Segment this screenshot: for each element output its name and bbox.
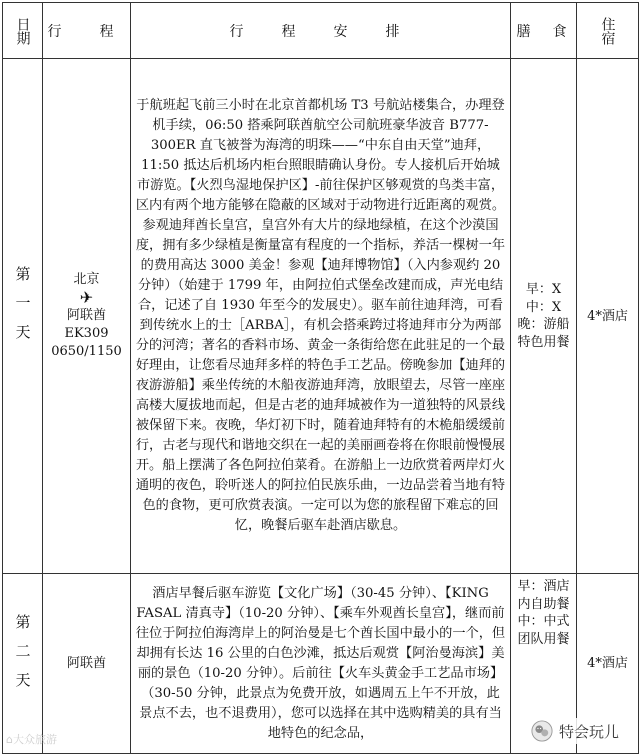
day-label-text: 第一天 (13, 266, 32, 353)
flight-number: EK309 (64, 326, 109, 341)
day-row (3, 59, 639, 574)
route-to: 阿联酋 (66, 308, 106, 323)
route-cell: 阿联酋 (43, 574, 131, 754)
header-plan: 行 程 安 排 (131, 3, 511, 59)
itinerary-table (2, 2, 639, 754)
header-date: 日期 (3, 3, 43, 59)
stay-text: 4*酒店 (577, 59, 639, 574)
stay-text: 4*酒店 (577, 574, 639, 754)
route-cell (43, 59, 131, 574)
day-label-text: 第二天 (13, 613, 32, 701)
plan-text: 酒店早餐后驱车游览【文化广场】（30-45 分钟）、【KING FASAL 清真寺】（10-20 分钟）、【乘车外观酋长皇宫】，继而前往位于阿拉伯海湾岸上的阿治曼是七个酋长国中最小的一个，但却拥有长达 16 公里的白色沙滩，抵达后观赏【阿治曼海滨】美丽的景色（10-20 分钟）。后前往【火车头黄金手工艺品市场】（30-50 分钟，此景点为免费开放，如遇周五上午不开放，此景点不去，也不退费用），您可以选择在其中选购精美的具有当地特色的纪念品， (131, 574, 511, 754)
plan-text: 于航班起飞前三小时在北京首都机场 T3 号航站楼集合，办理登机手续，06:50 搭乘阿联酋航空公司航班豪华波音 B777-300ER 直飞被誉为海湾的明珠——“中东自由天堂”迪拜，11:50 抵达后机场内柜台照眼睛确认身份。专人接机后开始城市游览。【火烈鸟湿地保护区】-前往保护区够观赏的鸟类丰富，区内有两个地方能够在隐蔽的区域对于动物进行近距离的观赏。参观迪拜酋长皇宫，皇宫外有大片的绿地绿植，在这个沙漠国度，拥有多少绿植是衡量富有程度的一个指标，养活一棵树一年的费用高达 3000 美金！参观【迪拜博物馆】（入内参观约 20 分钟）（始建于 1799 年，由阿拉伯式堡垒改建而成，声光电结合，记述了自 1930 年至今的发展史）。驱车前往迪拜湾，可看到传统水上的士［ARBA］，有机会搭乘跨过将迪拜市分为两部分的河湾；著名的香料市场、黄金一条街给您在此驻足的一个最好理由，让您看尽迪拜多样的特色手工艺品。傍晚参加【迪拜的夜游游船】乘坐传统的木船夜游迪拜湾，放眼望去，尽管一座座高楼大厦拔地而起，但是古老的迪拜城被作为一道独特的风景线被保留下来。夜晚，华灯初下时，随着迪拜特有的木桅船缓缓前行，古老与现代和谐地交织在一起的美丽画卷将在你眼前慢慢展开。船上摆满了各色阿拉伯菜肴。在游船上一边欣赏着两岸灯火通明的夜色，聆听迷人的阿拉伯民族乐曲，一边品尝着当地有特色的食物，更可欣赏表演。一定可以为您的旅程留下难忘的回忆，晚餐后驱车赴酒店歇息。 (131, 59, 511, 574)
day-label (3, 574, 43, 754)
header-stay: 住宿 (577, 3, 639, 59)
header-route: 行 程 (43, 3, 131, 59)
watermark-left: ⌂大众旅游 (6, 733, 57, 746)
meals-text: 早：X 中：X 晚：游船特色用餐 (511, 59, 577, 574)
route-from: 北京 (73, 272, 100, 287)
header-row (3, 3, 639, 59)
meals-text: 早：酒店内自助餐 中：中式团队用餐 (511, 574, 577, 754)
airplane-icon: ✈ (79, 288, 94, 307)
watermark-right (527, 718, 623, 744)
watermark-right-text: 特会玩儿 (559, 722, 620, 741)
flight-times: 0650/1150 (51, 344, 122, 359)
header-meals: 膳 食 (511, 3, 577, 59)
day-label (3, 59, 43, 574)
wechat-logo-icon (531, 720, 553, 742)
